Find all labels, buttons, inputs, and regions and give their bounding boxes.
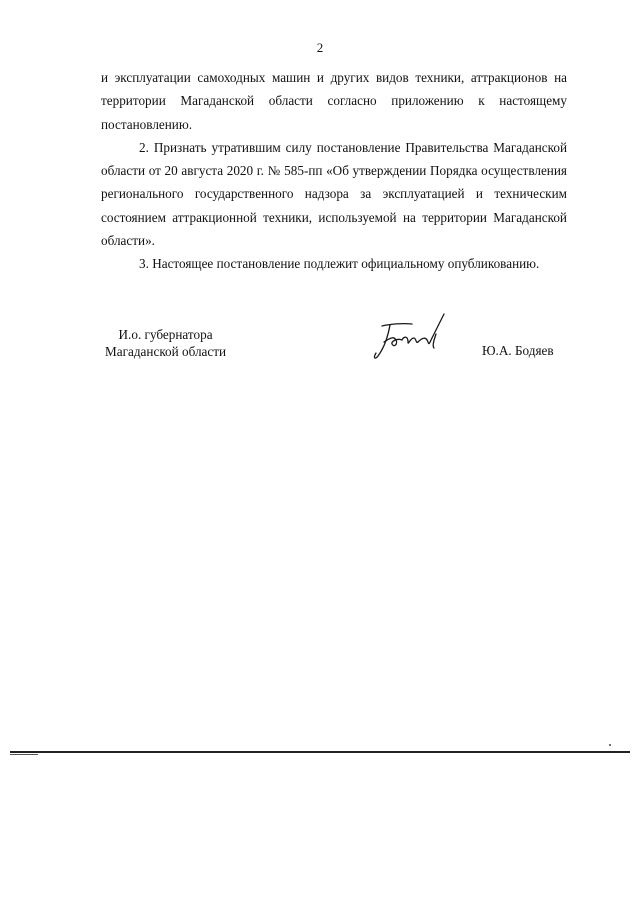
footer-divider [10, 751, 630, 753]
signatory-title-line-2: Магаданской области [105, 344, 227, 359]
signature-block [0, 326, 640, 386]
signatory-title [105, 326, 226, 360]
scan-artifact-dot [609, 744, 611, 746]
paragraph-continuation: и эксплуатации самоходных машин и других видов техники, аттракционов на территории Магаданской области согласно приложению к настоящему постановлению. [101, 70, 567, 132]
handwritten-signature [368, 312, 448, 372]
document-body [101, 66, 567, 276]
paragraph-item-3: 3. Настоящее постановление подлежит официальному опубликованию. [139, 256, 540, 272]
footer-divider-accent [10, 754, 38, 755]
page-number: 2 [316, 40, 324, 55]
signatory-name: Ю.А. Бодяев [482, 343, 554, 358]
paragraph-item-2: 2. Признать утратившим силу постановление Правительства Магаданской области от 20 августа 2020 г. № 585-пп «Об утверждении Порядка осуществления регионального государственного надзора за эксплуатацией и техническим состоянием аттракционной техники, используемой на территории Магаданской области». [101, 139, 567, 249]
signatory-title-line-1: И.о. губернатора [118, 327, 213, 342]
